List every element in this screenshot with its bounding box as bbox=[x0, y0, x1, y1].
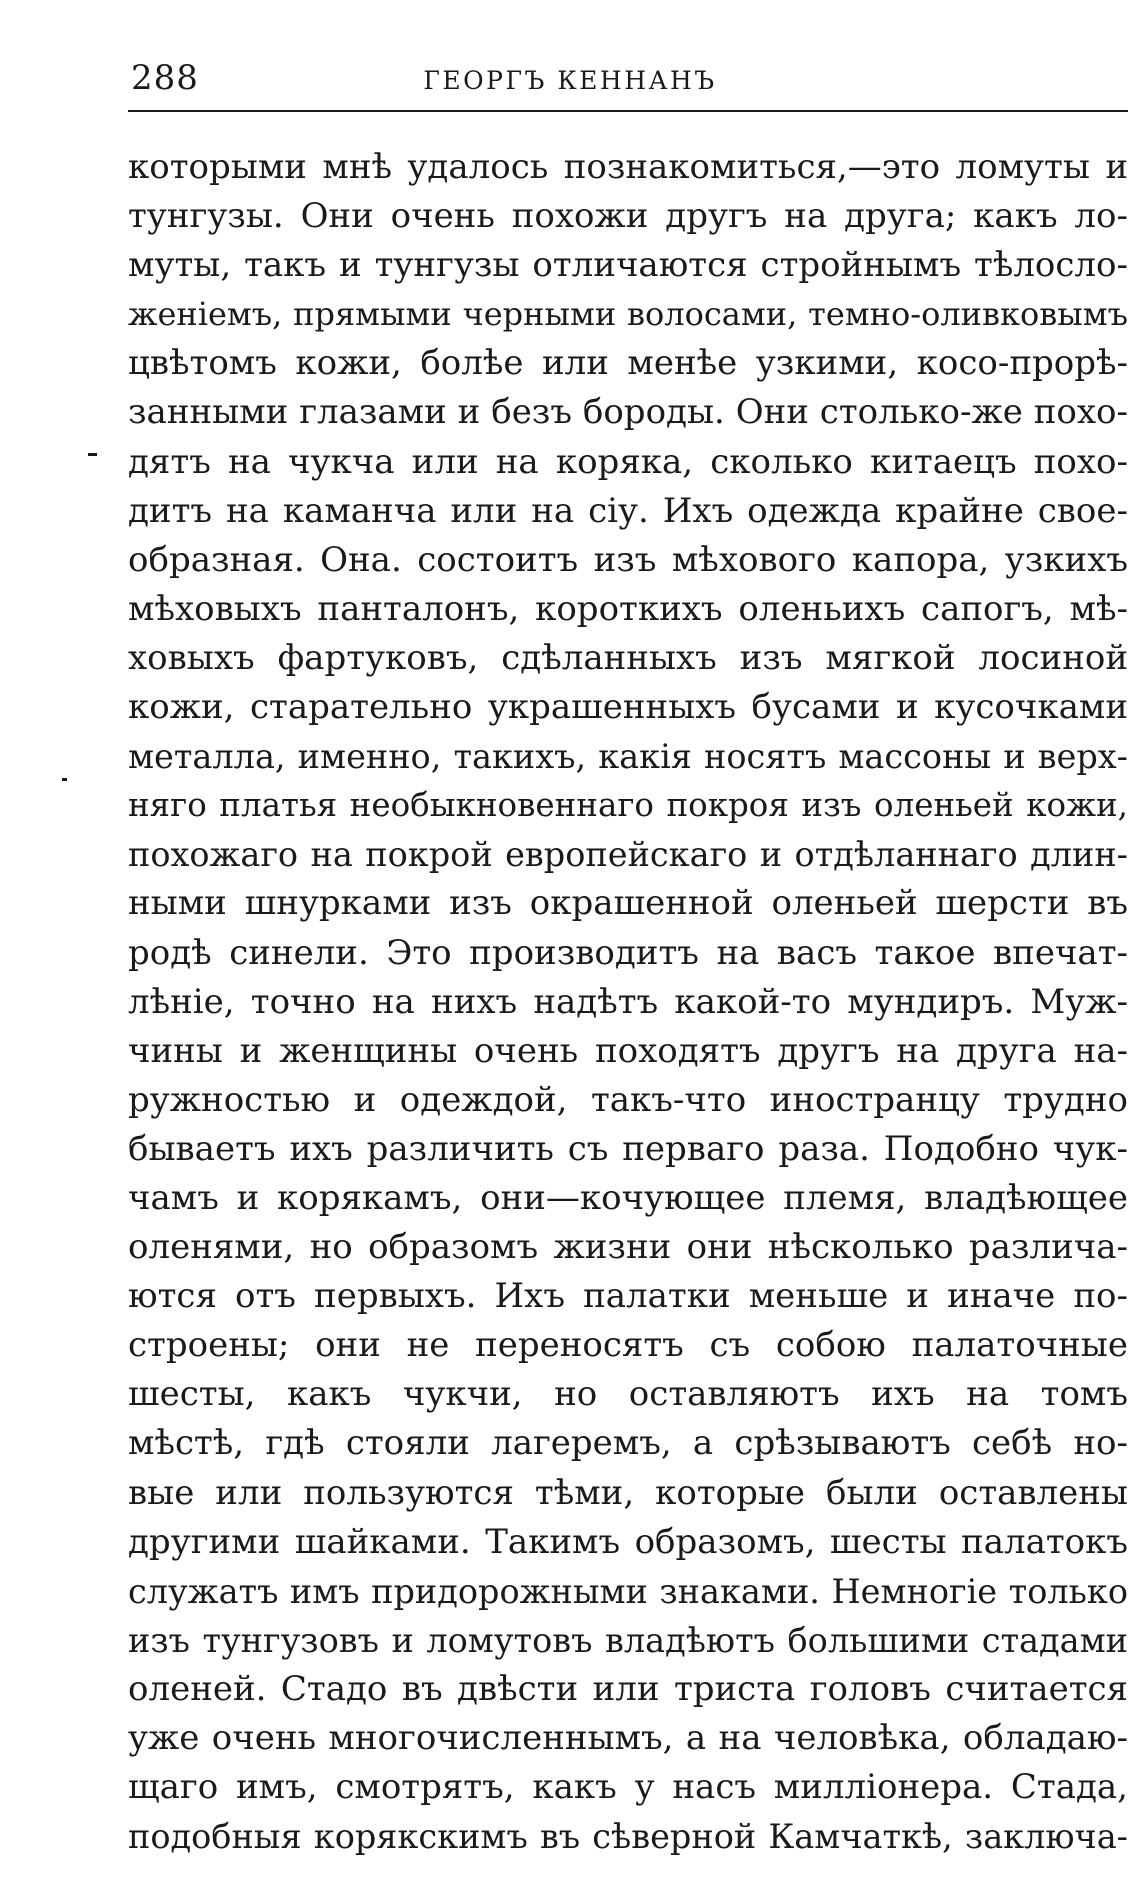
text-line: кожи, старательно украшенныхъ бусами и кусочками bbox=[128, 687, 1128, 728]
text-line: подобныя корякскимъ въ сѣверной Камчаткѣ, заключа- bbox=[128, 1817, 1128, 1857]
text-line: изъ тунгузовъ и ломутовъ владѣютъ большими стадами bbox=[128, 1620, 1128, 1660]
text-line: шесты, какъ чукчи, но оставляютъ ихъ на томъ bbox=[128, 1374, 1128, 1415]
text-line: женіемъ, прямыми черными волосами, темно-оливковымъ bbox=[128, 295, 1128, 334]
text-line: оленей. Стадо въ двѣсти или триста головъ считается bbox=[128, 1668, 1128, 1709]
text-line: родѣ синели. Это производитъ на васъ такое впечат- bbox=[128, 932, 1128, 973]
text-line: ются отъ первыхъ. Ихъ палатки меньше и иначе по- bbox=[128, 1276, 1128, 1317]
text-line: ными шнурками изъ окрашенной оленьей шерсти въ bbox=[128, 883, 1128, 924]
text-line: цвѣтомъ кожи, болѣе или менѣе узкими, косо-прорѣ- bbox=[128, 343, 1128, 384]
text-line: бываетъ ихъ различить съ перваго раза. Подобно чук- bbox=[128, 1128, 1128, 1169]
text-line: ружностью и одеждой, такъ-что иностранцу трудно bbox=[128, 1079, 1128, 1120]
text-line: щаго имъ, смотрятъ, какъ у насъ милліонера. Стада, bbox=[128, 1767, 1128, 1808]
text-line: которыми мнѣ удалось познакомиться,—это ломуты и bbox=[128, 147, 1128, 187]
text-line: образная. Она. состоитъ изъ мѣхового капора, узкихъ bbox=[128, 539, 1128, 580]
text-line: металла, именно, такихъ, какія носятъ массоны и верх- bbox=[128, 737, 1128, 777]
text-line: мѣстѣ, гдѣ стояли лагеремъ, а срѣзываютъ себѣ но- bbox=[128, 1423, 1128, 1464]
text-line: дятъ на чукча или на коряка, сколько китаецъ похо- bbox=[128, 441, 1128, 482]
body-text bbox=[128, 143, 1128, 1861]
text-line: строены; они не переносятъ съ собою палаточные bbox=[128, 1325, 1128, 1366]
text-line: занными глазами и безъ бороды. Они столько-же похо- bbox=[128, 392, 1128, 433]
page-number: 288 bbox=[131, 58, 199, 98]
text-line: чамъ и корякамъ, они—кочующее племя, владѣющее bbox=[128, 1177, 1128, 1218]
text-line: дитъ на каманча или на сіу. Ихъ одежда крайне свое- bbox=[128, 490, 1128, 531]
text-line: няго платья необыкновеннаго покроя изъ оленьей кожи, bbox=[128, 786, 1128, 825]
text-line: муты, такъ и тунгузы отличаются стройнымъ тѣлосло- bbox=[128, 245, 1128, 286]
text-line: служатъ имъ придорожными знаками. Немногіе только bbox=[128, 1571, 1128, 1611]
text-line: ховыхъ фартуковъ, сдѣланныхъ изъ мягкой лосиной bbox=[128, 637, 1128, 678]
text-line: похожаго на покрой европейскаго и отдѣланнаго длин- bbox=[128, 835, 1128, 875]
text-line: оленями, но образомъ жизни они нѣсколько различа- bbox=[128, 1227, 1128, 1268]
running-head: ГЕОРГЪ КЕННАНЪ bbox=[423, 66, 717, 95]
text-line: уже очень многочисленнымъ, а на человѣка, обладаю- bbox=[128, 1718, 1128, 1758]
text-line: другими шайками. Такимъ образомъ, шесты палатокъ bbox=[128, 1521, 1128, 1562]
text-line: мѣховыхъ панталонъ, короткихъ оленьихъ сапогъ, мѣ- bbox=[128, 588, 1128, 629]
text-line: тунгузы. Они очень похожи другъ на друга; какъ ло- bbox=[128, 196, 1128, 237]
header-rule bbox=[128, 110, 1128, 112]
text-line: чины и женщины очень походятъ другъ на друга на- bbox=[128, 1030, 1128, 1071]
text-line: вые или пользуются тѣми, которые были оставлены bbox=[128, 1472, 1128, 1513]
margin-mark bbox=[62, 778, 67, 781]
text-line: лѣніе, точно на нихъ надѣтъ какой-то мундиръ. Муж- bbox=[128, 981, 1128, 1022]
margin-mark bbox=[88, 453, 97, 456]
